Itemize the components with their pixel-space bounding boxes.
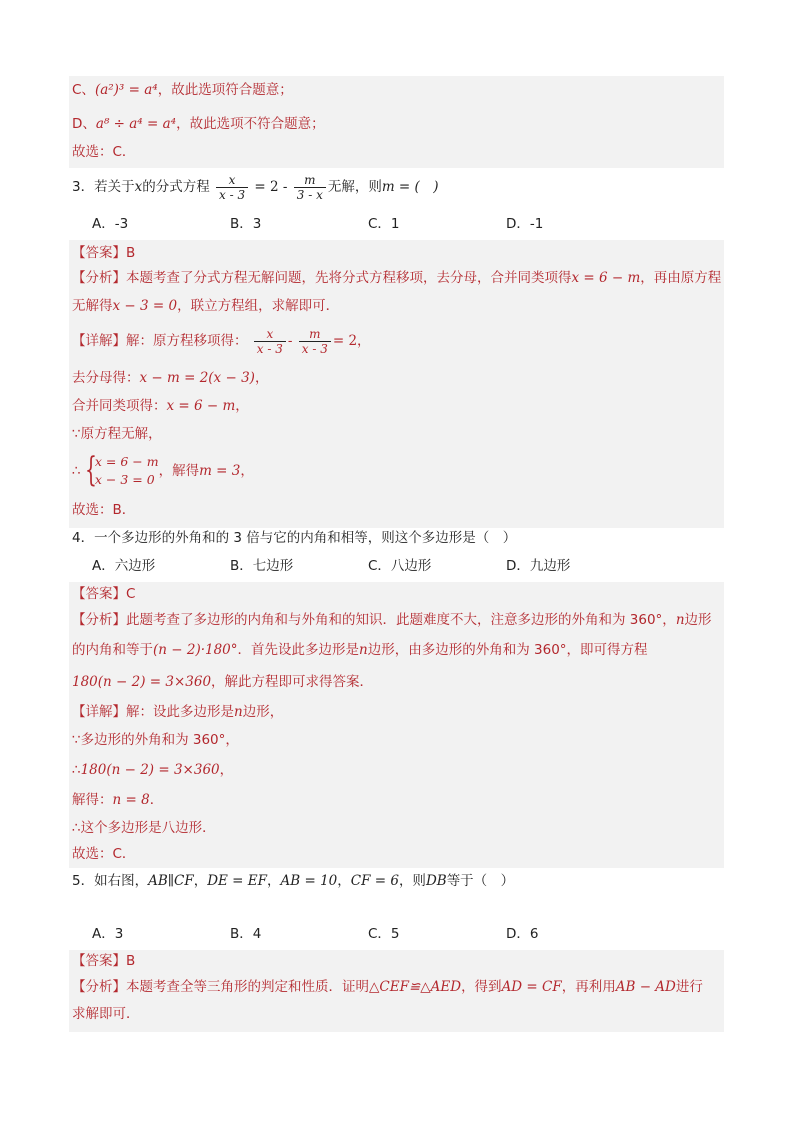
- q5-analysis-line2: 求解即可．: [72, 1006, 140, 1022]
- option-c: C．1: [368, 216, 400, 232]
- option-d: D．-1: [506, 216, 544, 232]
- option-b: B．七边形: [230, 558, 294, 574]
- option-b: B．4: [230, 926, 262, 942]
- q4-step-exterior: ∵多边形的外角和为 360°，: [72, 732, 239, 748]
- option-a: A．-3: [92, 216, 129, 232]
- q3-stem: 3．若关于x的分式方程 $\frac{x}{x - 3}$ = 2 - $\frac{m}{3 - x}$ 无解，则m = ( ): [72, 172, 439, 202]
- q5-answer: 【答案】B: [72, 953, 136, 969]
- math-expression: (a²)³ = a⁴: [94, 82, 158, 98]
- q3-step-denominator: 去分母得：x − m = 2(x − 3)，: [72, 370, 269, 386]
- q3-options: [92, 214, 644, 234]
- q4-analysis-line3: 180(n − 2) = 3×360，解此方程即可求得答案．: [72, 674, 374, 690]
- q5-options: [92, 924, 644, 944]
- equation-system: { x = 6 − m x − 3 = 0: [84, 450, 159, 490]
- q3-step-no-solution: ∵原方程无解，: [72, 426, 162, 442]
- q4-options: [92, 556, 644, 576]
- q2-choose: 故选：C．: [72, 144, 136, 160]
- fraction: $\frac{x}{x - 3}$: [216, 173, 248, 202]
- option-a: A．3: [92, 926, 124, 942]
- q3-step-combine: 合并同类项得：x = 6 − m，: [72, 398, 249, 414]
- option-b: B．3: [230, 216, 262, 232]
- q3-analysis-line1: 【分析】本题考查了分式方程无解问题，先将分式方程移项，去分母，合并同类项得x = 6 − m，再由原方程: [72, 270, 722, 286]
- option-c: C．5: [368, 926, 400, 942]
- q3-analysis-line2: 无解得x − 3 = 0，联立方程组，求解即可．: [72, 298, 340, 314]
- q3-system: ∴ { x = 6 − m x − 3 = 0 ，解得m = 3，: [72, 450, 254, 490]
- option-a: A．六边形: [92, 558, 156, 574]
- q3-detail-line1: 【详解】解：原方程移项得： $\frac{x}{x - 3}$ - $\frac{m}{x - 3}$ = 2，: [72, 326, 371, 356]
- q4-step-conclusion: ∴这个多边形是八边形．: [72, 820, 216, 836]
- q4-analysis-line2: 的内角和等于(n − 2)·180°．首先设此多边形是n边形，由多边形的外角和为 360°，即可得方程: [72, 642, 648, 658]
- q4-analysis-line1: 【分析】此题考查了多边形的内角和与外角和的知识．此题难度不大，注意多边形的外角和为 360°，n边形: [72, 612, 712, 628]
- q3-answer: 【答案】B: [72, 245, 136, 261]
- fraction: $\frac{x}{x - 3}$: [254, 327, 286, 356]
- fraction: $\frac{m}{3 - x}$: [294, 173, 326, 202]
- q4-detail-line1: 【详解】解：设此多边形是n边形，: [72, 704, 284, 720]
- q2-option-d-analysis: D、a⁸ ÷ a⁴ = a⁴，故此选项不符合题意；: [72, 116, 325, 132]
- q5-stem: 5．如右图，AB∥CF，DE = EF，AB = 10，CF = 6，则DB等于（ ）: [72, 873, 515, 889]
- q4-step-solve: 解得：n = 8．: [72, 792, 164, 808]
- option-d: D．九边形: [506, 558, 571, 574]
- q3-choose: 故选：B．: [72, 502, 136, 518]
- q4-choose: 故选：C．: [72, 846, 136, 862]
- fraction: $\frac{m}{x - 3}$: [299, 327, 331, 356]
- option-c: C．八边形: [368, 558, 432, 574]
- q4-stem: 4．一个多边形的外角和的 3 倍与它的内角和相等，则这个多边形是（ ）: [72, 530, 517, 546]
- q4-answer: 【答案】C: [72, 586, 136, 602]
- q2-option-c-analysis: C、(a²)³ = a⁴，故此选项符合题意；: [72, 82, 293, 98]
- option-d: D．6: [506, 926, 539, 942]
- q5-analysis-line1: 【分析】本题考查全等三角形的判定和性质．证明△CEF≌△AED，得到AD = CF，再利用AB − AD进行: [72, 979, 703, 995]
- math-expression: a⁸ ÷ a⁴ = a⁴: [95, 116, 177, 132]
- q4-step-equation: ∴180(n − 2) = 3×360，: [72, 762, 234, 778]
